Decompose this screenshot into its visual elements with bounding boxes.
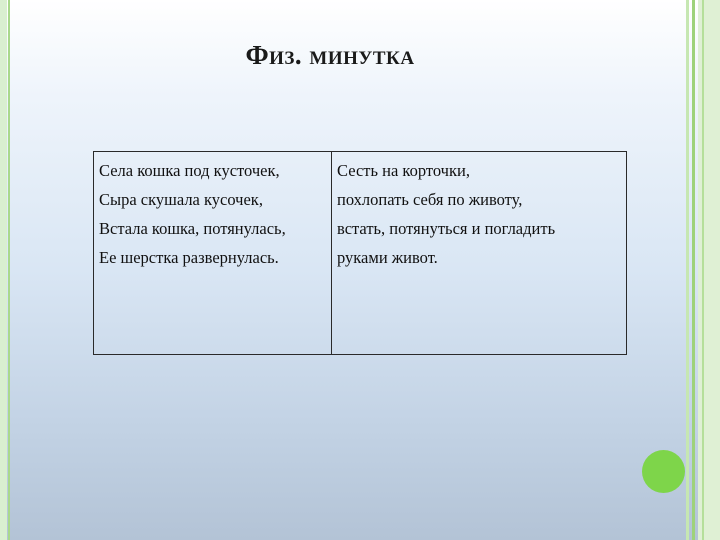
slide-title: Физ. минутка: [245, 40, 415, 70]
rhyme-line: Ее шерстка развернулась.: [99, 248, 279, 267]
action-line: руками живот.: [337, 248, 438, 267]
rhyme-line: Села кошка под кусточек,: [99, 161, 280, 180]
right-bar-2: [692, 0, 695, 540]
rhyme-line: Встала кошка, потянулась,: [99, 219, 286, 238]
rhyme-line: Сыра скушала кусочек,: [99, 190, 263, 209]
left-bar-thin: [8, 0, 10, 540]
action-line: похлопать себя по животу,: [337, 190, 523, 209]
action-line: Сесть на корточки,: [337, 161, 470, 180]
right-bar-4: [702, 0, 704, 540]
table-cell-rhyme: [94, 152, 332, 354]
action-line: встать, потянуться и погладить: [337, 219, 556, 238]
right-decorative-bars: [684, 0, 720, 540]
left-decorative-bars: [0, 0, 12, 540]
content-table: [93, 151, 627, 355]
table-cell-actions: [332, 152, 626, 354]
right-bar-1: [686, 0, 689, 540]
green-circle-decoration: [642, 450, 685, 493]
left-bar-wide: [0, 0, 7, 540]
